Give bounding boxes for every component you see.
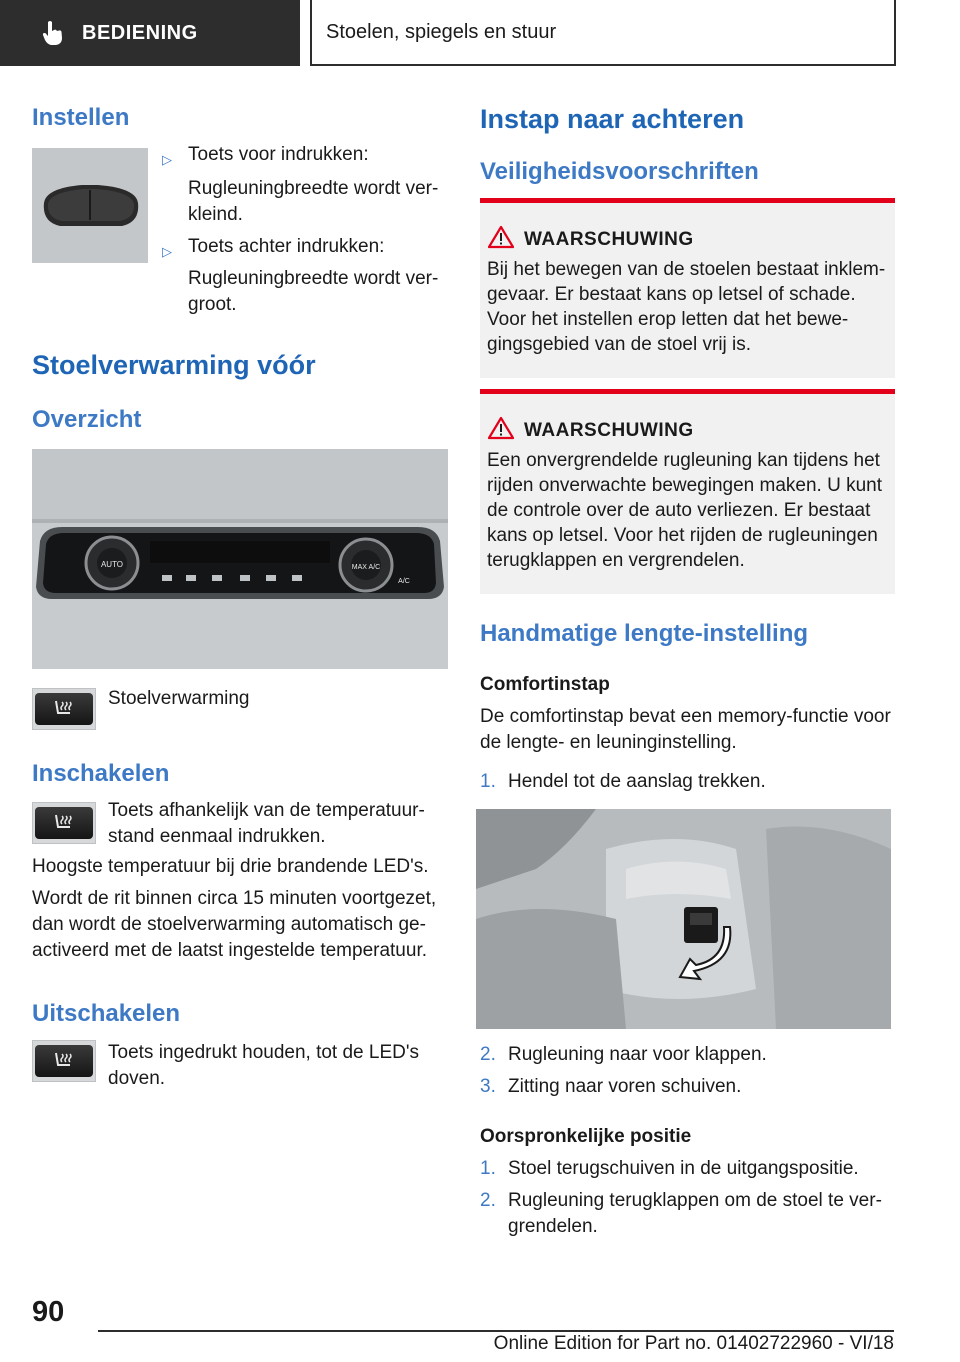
veiligheid-heading: Veiligheidsvoorschriften — [480, 158, 759, 185]
seat-heating-icon — [52, 699, 76, 719]
seat-heating-button-image — [32, 688, 96, 730]
instellen-heading: Instellen — [32, 104, 130, 131]
auto-label: AUTO — [100, 560, 124, 569]
seat-heating-button-image — [32, 802, 96, 844]
seat-heating-icon — [52, 813, 76, 833]
uitschakelen-heading: Uitschakelen — [32, 1000, 181, 1027]
warning-box-2 — [480, 389, 895, 594]
seat-heating-icon — [52, 1051, 76, 1071]
seat-lever-illustration — [476, 809, 891, 1029]
footer-edition: Online Edition for Part no. 01402722960 - VI/18 — [493, 1333, 894, 1354]
warning-title: WAARSCHUWING — [524, 420, 694, 441]
oorspronkelijk-label: Oorspronkelijke positie — [480, 1126, 692, 1147]
step-number: 2. — [480, 1190, 496, 1211]
bullet-1-main: Toets voor indrukken: — [188, 144, 369, 165]
comfortinstap-text: De comfortinstap bevat een memory-functie voor de lengte- en leuninginstelling. — [480, 706, 891, 753]
climate-control-panel-image — [32, 449, 448, 669]
backrest-switch-illustration — [32, 148, 148, 263]
header-section-tab — [0, 0, 300, 66]
chapter-title: Stoelen, spiegels en stuur — [326, 20, 557, 43]
bullet-1-sub: Rugleuningbreedte wordt verkleind. — [188, 178, 439, 225]
footer-divider — [98, 1330, 894, 1332]
warning-triangle-icon — [488, 416, 514, 440]
step-text: Hendel tot de aanslag trekken. — [508, 771, 766, 792]
inschakelen-paragraph-1: Hoogste temperatuur bij drie brandende LED's. — [32, 856, 429, 877]
step-number: 1. — [480, 771, 496, 792]
step-text: Stoel terugschuiven in de uitgangspositie. — [508, 1158, 859, 1179]
uitschakelen-text: Toets ingedrukt houden, tot de LED's doven. — [108, 1042, 419, 1089]
instap-heading: Instap naar achteren — [480, 104, 745, 134]
stoelverwarming-heading: Stoelverwarming vóór — [32, 350, 316, 380]
warning-box-1 — [480, 198, 895, 378]
climate-panel-illustration — [32, 449, 448, 669]
seat-lever-image — [476, 809, 891, 1029]
max-ac-label: MAX A/C — [351, 564, 381, 571]
comfortinstap-label: Comfortinstap — [480, 674, 610, 695]
bullet-2-sub: Rugleuningbreedte wordt vergroot. — [188, 268, 439, 315]
bullet-2-main: Toets achter indrukken: — [188, 236, 385, 257]
step-text: Rugleuning terugklappen om de stoel te vergrendelen. — [508, 1190, 882, 1237]
step-number: 2. — [480, 1044, 496, 1065]
header-chapter — [310, 0, 896, 66]
backrest-width-button-image — [32, 148, 148, 263]
bullet-marker-icon: ▷ — [162, 152, 172, 167]
section-title: BEDIENING — [82, 21, 198, 44]
handmatige-heading: Handmatige lengte-instelling — [480, 620, 809, 647]
page-number: 90 — [32, 1296, 65, 1328]
step-number: 1. — [480, 1158, 496, 1179]
stoelverwarming-label: Stoelverwarming — [108, 688, 250, 709]
warning-body: Een onvergrendelde rugleuning kan tijdens het rijden onverwachte bewegingen maken. U kunt de controle over de auto verliezen. Er bestaat kans op letsel. Voor het rijden de rugleuningen terugklappen en vergrendelen. — [487, 450, 883, 571]
seat-heating-button-image — [32, 1040, 96, 1082]
ac-label: A/C — [398, 578, 410, 585]
step-text: Rugleuning naar voor klappen. — [508, 1044, 767, 1065]
step-text: Zitting naar voren schuiven. — [508, 1076, 742, 1097]
warning-body: Bij het bewegen van de stoelen bestaat inklemgevaar. Er bestaat kans op letsel of schade. Voor het instellen erop letten dat het bewegingsgebied van de stoel vrij is. — [487, 259, 886, 355]
inschakelen-text: Toets afhankelijk van de temperatuurstand eenmaal indrukken. — [108, 800, 425, 847]
bullet-marker-icon: ▷ — [162, 244, 172, 259]
inschakelen-heading: Inschakelen — [32, 760, 170, 787]
inschakelen-paragraph-2: Wordt de rit binnen circa 15 minuten voortgezet, dan wordt de stoelverwarming automatisch geactiveerd met de laatst ingestelde temperatuur. — [32, 888, 437, 961]
warning-triangle-icon — [488, 225, 514, 249]
step-number: 3. — [480, 1076, 496, 1097]
warning-title: WAARSCHUWING — [524, 229, 694, 250]
overzicht-heading: Overzicht — [32, 406, 142, 433]
hand-pointer-icon — [42, 20, 64, 46]
